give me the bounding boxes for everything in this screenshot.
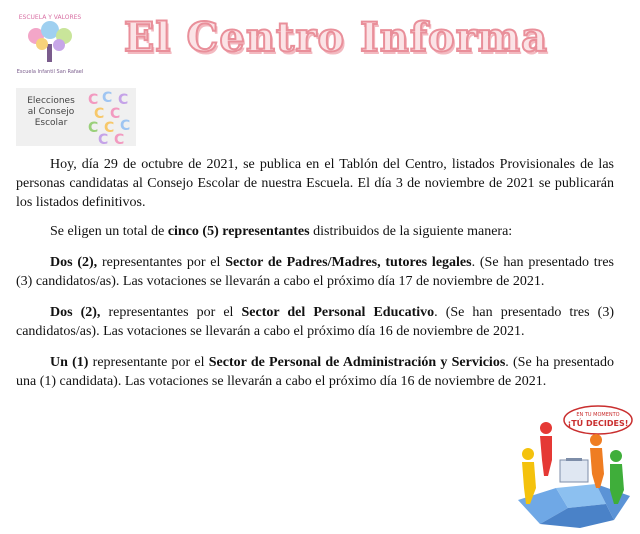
paragraph-admin-staff-sector xyxy=(16,353,614,391)
figure-orange-icon xyxy=(590,434,604,488)
logo-top-text: ESCUELA Y VALORES xyxy=(18,14,82,21)
svg-text:C: C xyxy=(120,118,131,134)
sign-line-1: EN TU MOMENTO xyxy=(576,412,620,418)
ballot-box-icon xyxy=(560,458,588,482)
p3-text-d: . (Se han presentado tres (3) candidatos/as). Las votaciones se llevarán a cabo el próximo día 17 de noviembre de 2021. xyxy=(16,255,615,289)
figure-red-icon xyxy=(540,422,552,476)
page-title: El Centro Informa xyxy=(123,14,549,61)
paragraph-educational-staff-sector xyxy=(16,303,614,341)
p2-text-a: Se eligen un total de xyxy=(50,224,168,239)
colored-c-letters-icon xyxy=(86,90,136,144)
svg-text:C: C xyxy=(98,132,109,144)
p4-text-d: . (Se han presentado tres (3) candidatos/as). Las votaciones se llevarán a cabo el próximo día 16 de noviembre de 2021. xyxy=(16,305,614,339)
svg-text:C: C xyxy=(118,92,129,108)
tree-icon xyxy=(28,21,72,62)
document-body xyxy=(16,155,614,403)
p2-bold: cinco (5) representantes xyxy=(167,224,310,239)
p4-count: Dos (2), xyxy=(50,305,101,320)
p4-sector: Sector del Personal Educativo xyxy=(241,305,435,320)
paragraph-representatives xyxy=(16,222,614,241)
badge-text xyxy=(20,96,82,129)
svg-text:C: C xyxy=(102,90,113,106)
paragraph-intro: Hoy, día 29 de octubre de 2021, se publica en el Tablón del Centro, listados Provisionales de las personas candidatas al Consejo Escolar de nuestra Escuela. El día 3 de noviembre de 2021 se publicarán los listados definitivos. xyxy=(16,157,614,210)
p4-text-b: representantes por el xyxy=(100,305,242,320)
logo-bottom-text: Escuela Infantil San Rafael xyxy=(16,69,84,75)
badge-line-1: Elecciones xyxy=(27,96,75,106)
elections-badge xyxy=(16,88,136,146)
p3-count: Dos (2), xyxy=(50,255,98,270)
svg-text:C: C xyxy=(94,106,105,122)
school-logo xyxy=(12,10,88,76)
svg-text:C: C xyxy=(104,120,115,136)
speech-bubble-icon xyxy=(564,406,632,434)
p5-text-b: representante por el xyxy=(88,355,209,370)
p5-text-d: . (Se ha presentado una (1) candidata). Las votaciones se llevarán a cabo el próximo día 16 de noviembre de 2021. xyxy=(16,355,614,389)
badge-line-3: Escolar xyxy=(34,118,68,128)
svg-text:C: C xyxy=(114,132,125,144)
sign-line-2: ¡TÚ DECIDES! xyxy=(567,419,629,428)
p3-text-b: representantes por el xyxy=(97,255,226,270)
p5-count: Un (1) xyxy=(50,355,89,370)
p5-sector: Sector de Personal de Administración y Servicios xyxy=(208,355,506,370)
paragraph-parents-sector xyxy=(16,253,614,291)
svg-text:C: C xyxy=(110,106,121,122)
voting-puzzle-illustration xyxy=(510,404,636,530)
svg-text:C: C xyxy=(88,92,99,108)
p3-sector: Sector de Padres/Madres, tutores legales xyxy=(225,255,472,270)
badge-line-2: al Consejo xyxy=(27,107,75,117)
p2-text-c: distribuidos de la siguiente manera: xyxy=(309,224,513,239)
svg-text:C: C xyxy=(88,120,99,136)
